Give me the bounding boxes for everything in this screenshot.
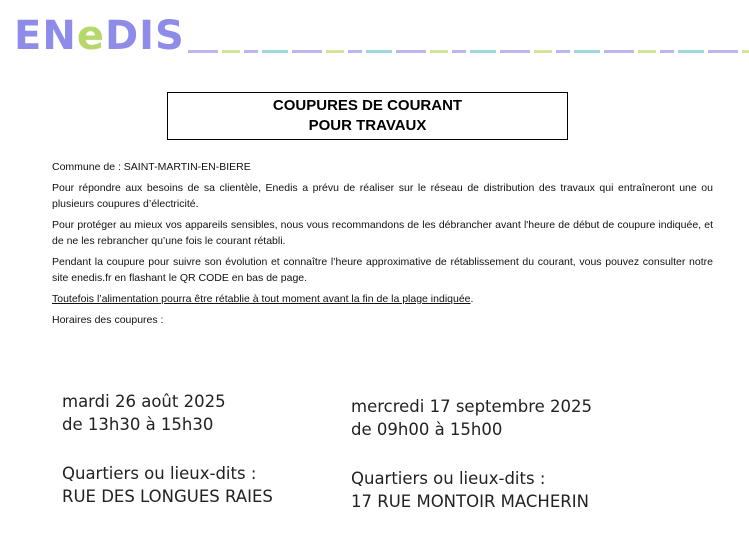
outage-areas: 17 RUE MONTOIR MACHERIN xyxy=(351,492,589,511)
outage-block-2 xyxy=(351,395,592,513)
outage-areas-label: Quartiers ou lieux-dits : xyxy=(351,469,546,488)
outage-date: mardi 26 août 2025 xyxy=(62,392,226,411)
notice-body xyxy=(52,159,713,333)
outage-hours: de 09h00 à 15h00 xyxy=(351,420,503,439)
outage-block-1 xyxy=(62,390,273,508)
paragraph-intro: Pour répondre aux besoins de sa clientèle, Enedis a prévu de réaliser sur le réseau de distribution des travaux qui entraîneront une ou plusieurs coupures d’électricité. xyxy=(52,182,713,210)
outage-areas: RUE DES LONGUES RAIES xyxy=(62,487,273,506)
outage-hours: de 13h30 à 15h30 xyxy=(62,415,214,434)
warning-underlined-text: Toutefois l’alimentation pourra être rétablie à tout moment avant la fin de la plage indiquée xyxy=(52,293,471,305)
logo-text-part2: e xyxy=(76,13,105,59)
decorative-dashed-line xyxy=(188,50,749,53)
paragraph-tracking: Pendant la coupure pour suivre son évolution et connaître l’heure approximative de rétablissement du courant, vous pouvez consulter notre site enedis.fr en flashant le QR CODE en bas de page. xyxy=(52,256,713,284)
outage-date: mercredi 17 septembre 2025 xyxy=(351,397,593,416)
title-line-1: COUPURES DE COURANT xyxy=(272,97,463,114)
title-line-2: POUR TRAVAUX xyxy=(308,117,427,134)
schedule-heading: Horaires des coupures : xyxy=(52,314,164,326)
notice-title-box xyxy=(167,92,568,140)
logo-text-part1: EN xyxy=(14,13,77,59)
outage-areas-label: Quartiers ou lieux-dits : xyxy=(62,464,257,483)
commune-line: Commune de : SAINT-MARTIN-EN-BIERE xyxy=(52,161,251,173)
paragraph-advice: Pour protéger au mieux vos appareils sensibles, nous vous recommandons de les débrancher avant l'heure de début de coupure indiquée, et de ne les rebrancher qu’une fois le courant rétabli. xyxy=(52,219,713,247)
warning-period: . xyxy=(470,293,474,305)
paragraph-warning xyxy=(52,291,713,307)
logo-text-part3: DIS xyxy=(104,13,185,59)
enedis-logo xyxy=(14,12,185,60)
